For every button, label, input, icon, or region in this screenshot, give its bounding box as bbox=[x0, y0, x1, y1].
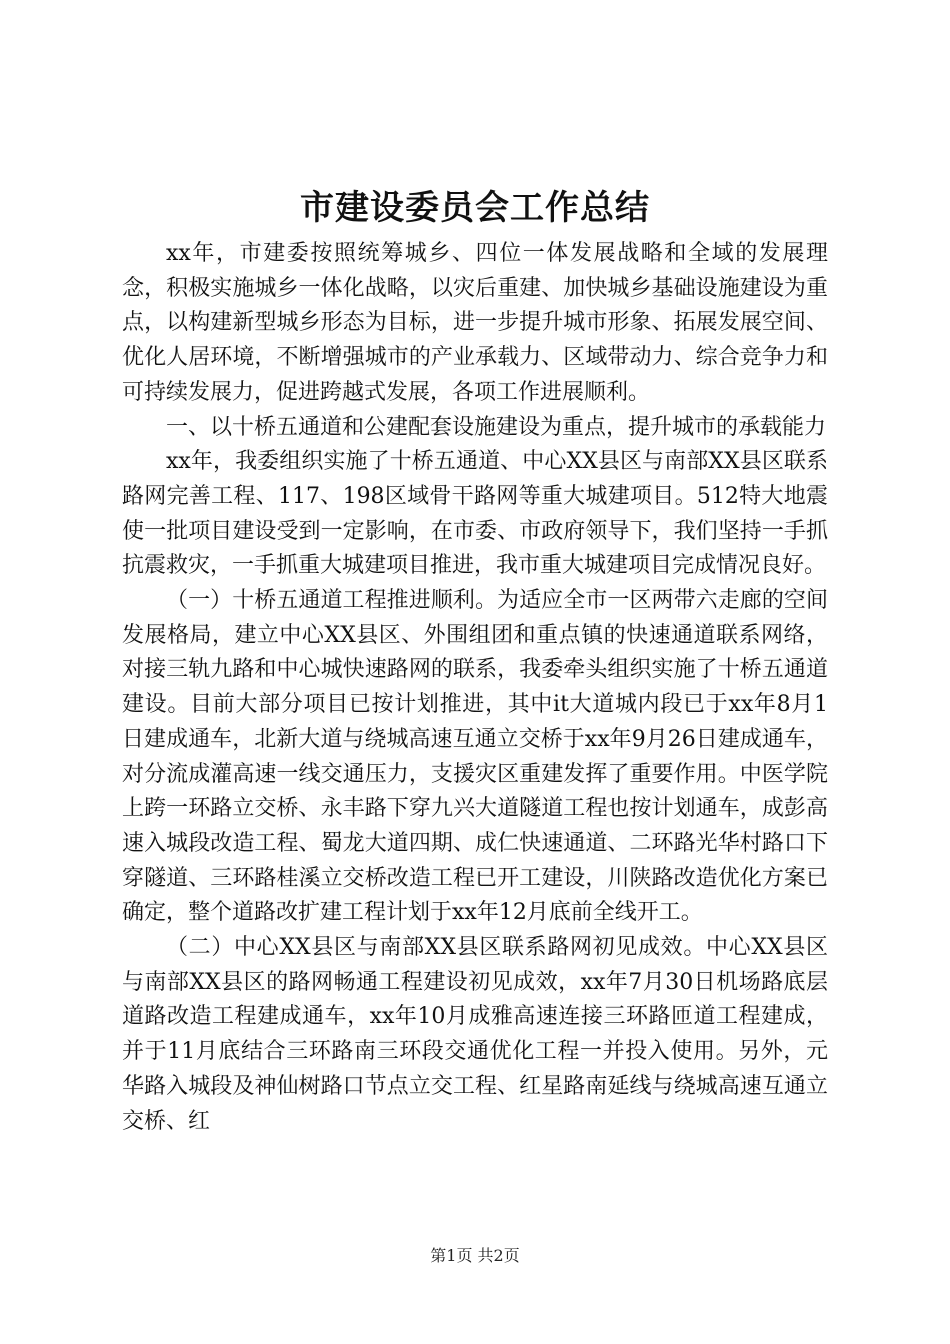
paragraph-intro: xx年，市建委按照统筹城乡、四位一体发展战略和全域的发展理念，积极实施城乡一体化战略，以灾后重建、加快城乡基础设施建设为重点，以构建新型城乡形态为目标，进一步提升城市形象、拓展发展空间、优化人居环境，不断增强城市的产业承载力、区域带动力、综合竞争力和可持续发展力，促进跨越式发展，各项工作进展顺利。 bbox=[122, 241, 828, 405]
document-body bbox=[122, 237, 828, 1139]
paragraph-section-1: xx年，我委组织实施了十桥五通道、中心XX县区与南部XX县区联系路网完善工程、117、198区域骨干路网等重大城建项目。512特大地震使一批项目建设受到一定影响，在市委、市政府领导下，我们坚持一手抓抗震救灾，一手抓重大城建项目推进，我市重大城建项目完成情况良好。 bbox=[122, 449, 828, 579]
document-title: 市建设委员会工作总结 bbox=[300, 188, 650, 228]
paragraph-subsection-2: （二）中心XX县区与南部XX县区联系路网初见成效。中心XX县区与南部XX县区的路网畅通工程建设初见成效，xx年7月30日机场路底层道路改造工程建成通车，xx年10月成雅高速连接三环路匝道工程建成，并于11月底结合三环路南三环段交通优化工程一并投入使用。另外，元华路入城段及神仙树路口节点立交工程、红星路南延线与绕城高速互通立交桥、红 bbox=[122, 935, 828, 1134]
section-heading-1: 一、以十桥五通道和公建配套设施建设为重点，提升城市的承载能力 bbox=[166, 414, 827, 440]
paragraph-subsection-1: （一）十桥五通道工程推进顺利。为适应全市一区两带六走廊的空间发展格局，建立中心XX县区、外围组团和重点镇的快速通道联系网络，对接三轨九路和中心城快速路网的联系，我委牵头组织实施了十桥五通道建设。目前大部分项目已按计划推进，其中it大道城内段已于xx年8月1日建成通车，北新大道与绕城高速互通立交桥于xx年9月26日建成通车，对分流成灌高速一线交通压力，支援灾区重建发挥了重要作用。中医学院上跨一环路立交桥、永丰路下穿九兴大道隧道工程也按计划通车，成彭高速入城段改造工程、蜀龙大道四期、成仁快速通道、二环路光华村路口下穿隧道、三环路桂溪立交桥改造工程已开工建设，川陕路改造优化方案已确定，整个道路改扩建工程计划于xx年12月底前全线开工。 bbox=[122, 588, 828, 926]
page-footer: 第1页 共2页 bbox=[430, 1246, 520, 1265]
